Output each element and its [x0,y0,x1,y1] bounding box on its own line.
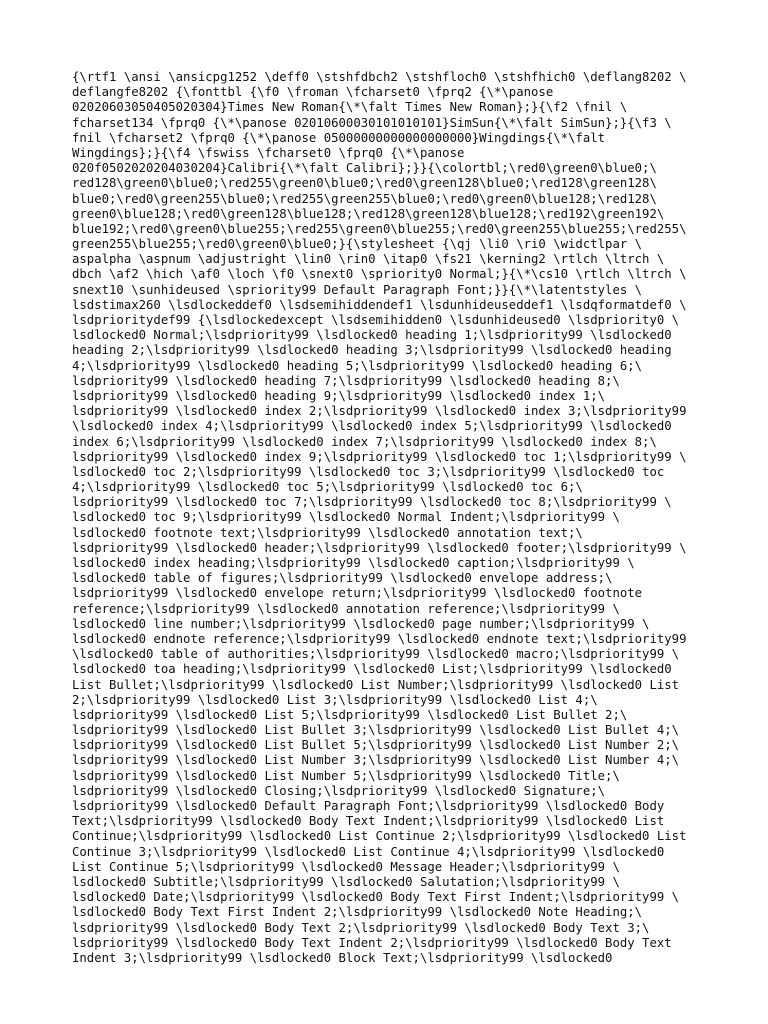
text-line: lsdstimax260 \lsdlockeddef0 \lsdsemihiddendef1 \lsdunhideuseddef1 \lsdqformatdef0 \ [72,297,687,312]
text-line: lsdpriority99 \lsdlocked0 List Bullet 3;\lsdpriority99 \lsdlocked0 List Bullet 4;\ [72,723,680,738]
text-line: 4;\lsdpriority99 \lsdlocked0 toc 5;\lsdpriority99 \lsdlocked0 toc 6;\ [72,480,583,495]
text-line: 4;\lsdpriority99 \lsdlocked0 heading 5;\lsdpriority99 \lsdlocked0 heading 6;\ [72,358,643,373]
text-line: lsdlocked0 toa heading;\lsdpriority99 \lsdlocked0 List;\lsdpriority99 \lsdlocked0 [72,662,672,677]
text-line: \lsdlocked0 index 4;\lsdpriority99 \lsdlocked0 index 5;\lsdpriority99 \lsdlocked0 [72,419,672,434]
text-line: blue0;\red0\green255\blue0;\red255\green255\blue0;\red0\green0\blue128;\red128\ [72,191,657,206]
text-line: lsdlocked0 endnote reference;\lsdpriority99 \lsdlocked0 endnote text;\lsdpriority99 [72,631,687,646]
text-line: aspalpha \aspnum \adjustright \lin0 \rin0 \itap0 \fs21 \kerning2 \rtlch \ltrch \ [72,252,665,267]
text-line: lsdpriority99 \lsdlocked0 index 9;\lsdpriority99 \lsdlocked0 toc 1;\lsdpriority99 \ [72,449,687,464]
text-line: List Bullet;\lsdpriority99 \lsdlocked0 List Number;\lsdpriority99 \lsdlocked0 List [72,677,680,692]
text-line: lsdlocked0 Normal;\lsdpriority99 \lsdlocked0 heading 1;\lsdpriority99 \lsdlocked0 [72,328,672,343]
text-line: lsdpriority99 \lsdlocked0 List Number 3;\lsdpriority99 \lsdlocked0 List Number 4;\ [72,753,680,768]
text-line: 020f0502020204030204}Calibri{\*\falt Calibri};}}{\colortbl;\red0\green0\blue0;\ [72,161,657,176]
text-line: {\rtf1 \ansi \ansicpg1252 \deff0 \stshfdbch2 \stshfloch0 \stshfhich0 \deflang8202 \ [72,70,687,84]
text-line: 2;\lsdpriority99 \lsdlocked0 List 3;\lsdpriority99 \lsdlocked0 List 4;\ [72,692,598,707]
rtf-source-text [72,70,702,966]
text-line: dbch \af2 \hich \af0 \loch \f0 \snext0 \spriority0 Normal;}{\*\cs10 \rtlch \ltrch \ [72,267,687,282]
text-line: lsdpriority99 \lsdlocked0 heading 7;\lsdpriority99 \lsdlocked0 heading 8;\ [72,373,620,388]
text-line: List Continue 5;\lsdpriority99 \lsdlocked0 Message Header;\lsdpriority99 \ [72,859,620,874]
text-line: lsdlocked0 toc 9;\lsdpriority99 \lsdlocked0 Normal Indent;\lsdpriority99 \ [72,510,620,525]
text-line: green255\blue255;\red0\green0\blue0;}{\stylesheet {\qj \li0 \ri0 \widctlpar \ [72,237,643,252]
text-line: Continue 3;\lsdpriority99 \lsdlocked0 List Continue 4;\lsdpriority99 \lsdlocked0 [72,844,665,859]
text-line: lsdpriority99 \lsdlocked0 Closing;\lsdpriority99 \lsdlocked0 Signature;\ [72,783,606,798]
text-line: lsdlocked0 table of figures;\lsdpriority99 \lsdlocked0 envelope address;\ [72,571,613,586]
text-line: lsdlocked0 Date;\lsdpriority99 \lsdlocked0 Body Text First Indent;\lsdpriority99 \ [72,890,680,905]
text-line: lsdpriority99 \lsdlocked0 toc 7;\lsdpriority99 \lsdlocked0 toc 8;\lsdpriority99 \ [72,495,672,510]
text-line: lsdlocked0 line number;\lsdpriority99 \lsdlocked0 page number;\lsdpriority99 \ [72,616,650,631]
text-line: lsdpriority99 \lsdlocked0 List 5;\lsdpriority99 \lsdlocked0 List Bullet 2;\ [72,707,628,722]
text-line: lsdpriority99 \lsdlocked0 Body Text Indent 2;\lsdpriority99 \lsdlocked0 Body Text [72,935,672,950]
text-line: 02020603050405020304}Times New Roman{\*\falt Times New Roman};}{\f2 \fnil \ [72,100,628,115]
text-line: lsdpriority99 \lsdlocked0 Body Text 2;\lsdpriority99 \lsdlocked0 Body Text 3;\ [72,920,650,935]
text-line: lsdpriority99 \lsdlocked0 index 2;\lsdpriority99 \lsdlocked0 index 3;\lsdpriority99 [72,404,687,419]
text-line: lsdpriority99 \lsdlocked0 heading 9;\lsdpriority99 \lsdlocked0 index 1;\ [72,388,606,403]
text-line: reference;\lsdpriority99 \lsdlocked0 annotation reference;\lsdpriority99 \ [72,601,620,616]
text-line: deflangfe8202 {\fonttbl {\f0 \froman \fcharset0 \fprq2 {\*\panose [72,85,554,100]
text-line: lsdpriority99 \lsdlocked0 List Number 5;\lsdpriority99 \lsdlocked0 Title;\ [72,768,620,783]
text-line: snext10 \sunhideused \spriority99 Default Paragraph Font;}}{\*\latentstyles \ [72,282,643,297]
text-line: lsdlocked0 Subtitle;\lsdpriority99 \lsdlocked0 Salutation;\lsdpriority99 \ [72,874,620,889]
text-line: heading 2;\lsdpriority99 \lsdlocked0 heading 3;\lsdpriority99 \lsdlocked0 heading [72,343,672,358]
text-line: lsdpriority99 \lsdlocked0 header;\lsdpriority99 \lsdlocked0 footer;\lsdpriority99 \ [72,540,687,555]
text-line: lsdpriority99 \lsdlocked0 Default Paragraph Font;\lsdpriority99 \lsdlocked0 Body [72,799,665,813]
text-line: lsdpriority99 \lsdlocked0 List Bullet 5;\lsdpriority99 \lsdlocked0 List Number 2;\ [72,738,680,753]
text-line: Indent 3;\lsdpriority99 \lsdlocked0 Block Text;\lsdpriority99 \lsdlocked0 [72,950,613,965]
text-line: lsdprioritydef99 {\lsdlockedexcept \lsdsemihidden0 \lsdunhideused0 \lsdpriority0 \ [72,313,680,327]
text-line: fnil \fcharset2 \fprq0 {\*\panose 05000000000000000000}Wingdings{\*\falt [72,130,606,145]
text-line: index 6;\lsdpriority99 \lsdlocked0 index 7;\lsdpriority99 \lsdlocked0 index 8;\ [72,434,657,449]
text-line: \lsdlocked0 table of authorities;\lsdpriority99 \lsdlocked0 macro;\lsdpriority99 \ [72,647,680,662]
text-line: green0\blue128;\red0\green128\blue128;\red128\green128\blue128;\red192\green192\ [72,206,665,221]
text-line: blue192;\red0\green0\blue255;\red255\green0\blue255;\red0\green255\blue255;\red255\ [72,221,687,236]
text-line: lsdpriority99 \lsdlocked0 envelope return;\lsdpriority99 \lsdlocked0 footnote [72,586,643,601]
text-line: lsdlocked0 footnote text;\lsdpriority99 \lsdlocked0 annotation text;\ [72,525,583,540]
text-line: Text;\lsdpriority99 \lsdlocked0 Body Text Indent;\lsdpriority99 \lsdlocked0 List [72,814,665,829]
text-line: lsdlocked0 toc 2;\lsdpriority99 \lsdlocked0 toc 3;\lsdpriority99 \lsdlocked0 toc [72,464,665,479]
text-line: fcharset134 \fprq0 {\*\panose 02010600030101010101}SimSun{\*\falt SimSun};}{\f3 \ [72,115,672,130]
text-line: lsdlocked0 index heading;\lsdpriority99 \lsdlocked0 caption;\lsdpriority99 \ [72,556,635,570]
text-line: Wingdings};}{\f4 \fswiss \fcharset0 \fprq0 {\*\panose [72,145,465,160]
text-line: red128\green0\blue0;\red255\green0\blue0;\red0\green128\blue0;\red128\green128\ [72,176,657,191]
text-line: lsdlocked0 Body Text First Indent 2;\lsdpriority99 \lsdlocked0 Note Heading;\ [72,905,643,920]
text-line: Continue;\lsdpriority99 \lsdlocked0 List Continue 2;\lsdpriority99 \lsdlocked0 List [72,829,687,844]
